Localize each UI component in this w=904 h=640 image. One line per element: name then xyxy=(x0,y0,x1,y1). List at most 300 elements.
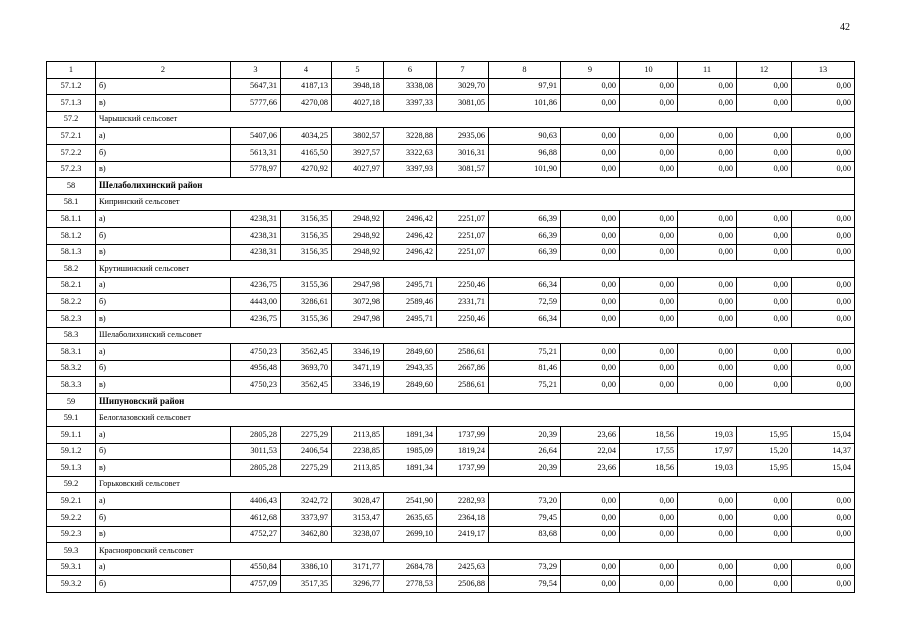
value-cell: 0,00 xyxy=(561,211,620,228)
value-cell: 3462,80 xyxy=(281,526,332,543)
value-cell: 5647,31 xyxy=(231,78,281,95)
value-cell: 2250,46 xyxy=(437,310,489,327)
row-code: 59.2.2 xyxy=(47,510,96,527)
row-code: 57.2.3 xyxy=(47,161,96,178)
column-header: 4 xyxy=(281,62,332,79)
value-cell: 3156,35 xyxy=(281,227,332,244)
value-cell: 20,39 xyxy=(489,460,561,477)
value-cell: 3016,31 xyxy=(437,144,489,161)
value-cell: 0,00 xyxy=(737,377,792,394)
value-cell: 0,00 xyxy=(678,78,737,95)
value-cell: 3397,93 xyxy=(384,161,437,178)
value-cell: 4270,08 xyxy=(281,95,332,112)
value-cell: 0,00 xyxy=(620,277,678,294)
value-cell: 3471,19 xyxy=(332,360,384,377)
value-cell: 0,00 xyxy=(620,128,678,145)
value-cell: 2496,42 xyxy=(384,244,437,261)
value-cell: 1891,34 xyxy=(384,460,437,477)
value-cell: 3081,57 xyxy=(437,161,489,178)
value-cell: 66,34 xyxy=(489,310,561,327)
value-cell: 1737,99 xyxy=(437,427,489,444)
row-code: 58.1 xyxy=(47,194,96,211)
value-cell: 3156,35 xyxy=(281,244,332,261)
settlement-row xyxy=(47,327,855,344)
value-cell: 0,00 xyxy=(792,78,855,95)
table-row xyxy=(47,510,855,527)
settlement-row xyxy=(47,194,855,211)
settlement-title: Крутишинский сельсовет xyxy=(96,261,855,278)
value-cell: 0,00 xyxy=(792,377,855,394)
value-cell: 2495,71 xyxy=(384,310,437,327)
value-cell: 3338,08 xyxy=(384,78,437,95)
value-cell: 4406,43 xyxy=(231,493,281,510)
value-cell: 3156,35 xyxy=(281,211,332,228)
value-cell: 3242,72 xyxy=(281,493,332,510)
value-cell: 15,95 xyxy=(737,427,792,444)
column-header: 10 xyxy=(620,62,678,79)
row-label: б) xyxy=(96,443,231,460)
row-code: 59.3.2 xyxy=(47,576,96,593)
table-row xyxy=(47,244,855,261)
value-cell: 2419,17 xyxy=(437,526,489,543)
value-cell: 2947,98 xyxy=(332,277,384,294)
value-cell: 0,00 xyxy=(737,95,792,112)
value-cell: 15,04 xyxy=(792,427,855,444)
value-cell: 3397,33 xyxy=(384,95,437,112)
row-label: б) xyxy=(96,360,231,377)
value-cell: 0,00 xyxy=(620,493,678,510)
value-cell: 2947,98 xyxy=(332,310,384,327)
value-cell: 4956,48 xyxy=(231,360,281,377)
row-label: а) xyxy=(96,277,231,294)
value-cell: 73,20 xyxy=(489,493,561,510)
table-row xyxy=(47,227,855,244)
value-cell: 0,00 xyxy=(620,78,678,95)
settlement-title: Белоглазовский сельсовет xyxy=(96,410,855,427)
value-cell: 0,00 xyxy=(620,576,678,593)
district-row xyxy=(47,393,855,410)
value-cell: 1737,99 xyxy=(437,460,489,477)
value-cell: 0,00 xyxy=(561,78,620,95)
table-row xyxy=(47,377,855,394)
value-cell: 3346,19 xyxy=(332,344,384,361)
value-cell: 0,00 xyxy=(737,128,792,145)
value-cell: 3948,18 xyxy=(332,78,384,95)
value-cell: 0,00 xyxy=(792,211,855,228)
value-cell: 3386,10 xyxy=(281,559,332,576)
value-cell: 96,88 xyxy=(489,144,561,161)
value-cell: 4236,75 xyxy=(231,277,281,294)
value-cell: 4752,27 xyxy=(231,526,281,543)
value-cell: 0,00 xyxy=(792,526,855,543)
value-cell: 4165,50 xyxy=(281,144,332,161)
value-cell: 0,00 xyxy=(561,277,620,294)
value-cell: 0,00 xyxy=(737,144,792,161)
value-cell: 3927,57 xyxy=(332,144,384,161)
row-code: 57.1.2 xyxy=(47,78,96,95)
table-row xyxy=(47,78,855,95)
value-cell: 0,00 xyxy=(561,95,620,112)
value-cell: 3011,53 xyxy=(231,443,281,460)
table-row xyxy=(47,161,855,178)
row-label: в) xyxy=(96,377,231,394)
row-code: 58.3 xyxy=(47,327,96,344)
value-cell: 3028,47 xyxy=(332,493,384,510)
value-cell: 0,00 xyxy=(678,344,737,361)
value-cell: 4612,68 xyxy=(231,510,281,527)
value-cell: 4750,23 xyxy=(231,377,281,394)
value-cell: 0,00 xyxy=(678,493,737,510)
value-cell: 0,00 xyxy=(792,360,855,377)
value-cell: 18,56 xyxy=(620,427,678,444)
value-cell: 2586,61 xyxy=(437,377,489,394)
value-cell: 0,00 xyxy=(737,78,792,95)
value-cell: 83,68 xyxy=(489,526,561,543)
value-cell: 0,00 xyxy=(620,294,678,311)
value-cell: 0,00 xyxy=(792,161,855,178)
value-cell: 0,00 xyxy=(620,95,678,112)
value-cell: 3346,19 xyxy=(332,377,384,394)
row-code: 59.1.1 xyxy=(47,427,96,444)
value-cell: 18,56 xyxy=(620,460,678,477)
value-cell: 2586,61 xyxy=(437,344,489,361)
value-cell: 0,00 xyxy=(678,211,737,228)
value-cell: 0,00 xyxy=(561,360,620,377)
settlement-title: Чарышский сельсовет xyxy=(96,111,855,128)
row-label: в) xyxy=(96,310,231,327)
row-label: а) xyxy=(96,344,231,361)
value-cell: 3562,45 xyxy=(281,344,332,361)
value-cell: 0,00 xyxy=(620,510,678,527)
value-cell: 4238,31 xyxy=(231,211,281,228)
value-cell: 4238,31 xyxy=(231,244,281,261)
column-header: 8 xyxy=(489,62,561,79)
value-cell: 0,00 xyxy=(561,310,620,327)
value-cell: 5407,06 xyxy=(231,128,281,145)
row-code: 58.1.3 xyxy=(47,244,96,261)
row-label: б) xyxy=(96,227,231,244)
value-cell: 2667,86 xyxy=(437,360,489,377)
table-row xyxy=(47,460,855,477)
value-cell: 0,00 xyxy=(620,526,678,543)
value-cell: 0,00 xyxy=(620,559,678,576)
value-cell: 2113,85 xyxy=(332,427,384,444)
value-cell: 101,86 xyxy=(489,95,561,112)
settlement-title: Краснояровский сельсовет xyxy=(96,543,855,560)
value-cell: 0,00 xyxy=(620,227,678,244)
value-cell: 4443,00 xyxy=(231,294,281,311)
value-cell: 0,00 xyxy=(737,161,792,178)
value-cell: 97,91 xyxy=(489,78,561,95)
value-cell: 66,39 xyxy=(489,244,561,261)
value-cell: 2251,07 xyxy=(437,211,489,228)
value-cell: 0,00 xyxy=(792,227,855,244)
value-cell: 0,00 xyxy=(737,493,792,510)
value-cell: 0,00 xyxy=(678,277,737,294)
value-cell: 0,00 xyxy=(620,377,678,394)
value-cell: 0,00 xyxy=(678,95,737,112)
row-code: 57.2.1 xyxy=(47,128,96,145)
value-cell: 3228,88 xyxy=(384,128,437,145)
row-code: 59.2.3 xyxy=(47,526,96,543)
table-row xyxy=(47,128,855,145)
value-cell: 79,45 xyxy=(489,510,561,527)
row-code: 58.3.3 xyxy=(47,377,96,394)
value-cell: 3081,05 xyxy=(437,95,489,112)
value-cell: 4757,09 xyxy=(231,576,281,593)
value-cell: 5777,66 xyxy=(231,95,281,112)
value-cell: 4550,84 xyxy=(231,559,281,576)
value-cell: 0,00 xyxy=(561,344,620,361)
row-code: 58.2.2 xyxy=(47,294,96,311)
value-cell: 2495,71 xyxy=(384,277,437,294)
value-cell: 22,04 xyxy=(561,443,620,460)
value-cell: 4270,92 xyxy=(281,161,332,178)
value-cell: 3029,70 xyxy=(437,78,489,95)
value-cell: 0,00 xyxy=(792,144,855,161)
value-cell: 2275,29 xyxy=(281,460,332,477)
value-cell: 2496,42 xyxy=(384,211,437,228)
value-cell: 0,00 xyxy=(678,227,737,244)
value-cell: 0,00 xyxy=(737,510,792,527)
value-cell: 3517,35 xyxy=(281,576,332,593)
value-cell: 14,37 xyxy=(792,443,855,460)
value-cell: 2238,85 xyxy=(332,443,384,460)
value-cell: 2943,35 xyxy=(384,360,437,377)
row-code: 59.1 xyxy=(47,410,96,427)
value-cell: 0,00 xyxy=(678,510,737,527)
settlement-title: Шелаболихинский сельсовет xyxy=(96,327,855,344)
settlement-title: Горьковский сельсовет xyxy=(96,476,855,493)
value-cell: 2251,07 xyxy=(437,244,489,261)
value-cell: 0,00 xyxy=(737,227,792,244)
value-cell: 2541,90 xyxy=(384,493,437,510)
value-cell: 2635,65 xyxy=(384,510,437,527)
value-cell: 0,00 xyxy=(792,310,855,327)
row-code: 57.2 xyxy=(47,111,96,128)
value-cell: 15,04 xyxy=(792,460,855,477)
value-cell: 0,00 xyxy=(561,559,620,576)
value-cell: 4027,18 xyxy=(332,95,384,112)
value-cell: 0,00 xyxy=(620,144,678,161)
value-cell: 0,00 xyxy=(678,576,737,593)
value-cell: 2684,78 xyxy=(384,559,437,576)
table-row xyxy=(47,277,855,294)
value-cell: 3072,98 xyxy=(332,294,384,311)
value-cell: 2506,88 xyxy=(437,576,489,593)
value-cell: 0,00 xyxy=(792,95,855,112)
table-row xyxy=(47,310,855,327)
value-cell: 19,03 xyxy=(678,427,737,444)
value-cell: 0,00 xyxy=(737,360,792,377)
value-cell: 0,00 xyxy=(561,128,620,145)
column-header: 6 xyxy=(384,62,437,79)
value-cell: 0,00 xyxy=(620,211,678,228)
value-cell: 0,00 xyxy=(561,244,620,261)
value-cell: 4750,23 xyxy=(231,344,281,361)
value-cell: 2331,71 xyxy=(437,294,489,311)
row-code: 58.2.1 xyxy=(47,277,96,294)
value-cell: 101,90 xyxy=(489,161,561,178)
value-cell: 75,21 xyxy=(489,344,561,361)
value-cell: 2275,29 xyxy=(281,427,332,444)
value-cell: 3155,36 xyxy=(281,310,332,327)
row-label: а) xyxy=(96,211,231,228)
row-label: в) xyxy=(96,95,231,112)
value-cell: 0,00 xyxy=(620,244,678,261)
row-code: 58.2 xyxy=(47,261,96,278)
row-code: 58.1.1 xyxy=(47,211,96,228)
row-label: в) xyxy=(96,526,231,543)
row-label: б) xyxy=(96,78,231,95)
value-cell: 0,00 xyxy=(620,360,678,377)
value-cell: 3322,63 xyxy=(384,144,437,161)
value-cell: 0,00 xyxy=(678,244,737,261)
value-cell: 3693,70 xyxy=(281,360,332,377)
tariff-table xyxy=(46,61,855,593)
value-cell: 23,66 xyxy=(561,427,620,444)
row-code: 58 xyxy=(47,178,96,195)
row-code: 57.2.2 xyxy=(47,144,96,161)
table-row xyxy=(47,443,855,460)
value-cell: 66,34 xyxy=(489,277,561,294)
table-row xyxy=(47,95,855,112)
value-cell: 19,03 xyxy=(678,460,737,477)
value-cell: 0,00 xyxy=(620,310,678,327)
value-cell: 3296,77 xyxy=(332,576,384,593)
value-cell: 2948,92 xyxy=(332,211,384,228)
table-row xyxy=(47,559,855,576)
row-code: 58.3.2 xyxy=(47,360,96,377)
value-cell: 26,64 xyxy=(489,443,561,460)
row-label: в) xyxy=(96,460,231,477)
value-cell: 0,00 xyxy=(561,526,620,543)
value-cell: 0,00 xyxy=(620,344,678,361)
row-code: 58.2.3 xyxy=(47,310,96,327)
row-code: 59 xyxy=(47,393,96,410)
table-row xyxy=(47,526,855,543)
settlement-row xyxy=(47,476,855,493)
row-code: 58.3.1 xyxy=(47,344,96,361)
value-cell: 3155,36 xyxy=(281,277,332,294)
settlement-row xyxy=(47,261,855,278)
value-cell: 17,97 xyxy=(678,443,737,460)
settlement-row xyxy=(47,111,855,128)
value-cell: 2849,60 xyxy=(384,377,437,394)
value-cell: 0,00 xyxy=(678,559,737,576)
value-cell: 4034,25 xyxy=(281,128,332,145)
row-label: б) xyxy=(96,144,231,161)
column-header: 3 xyxy=(231,62,281,79)
page-number: 42 xyxy=(840,22,850,33)
district-title: Шелаболихинский район xyxy=(96,178,855,195)
column-header: 9 xyxy=(561,62,620,79)
value-cell: 75,21 xyxy=(489,377,561,394)
row-label: а) xyxy=(96,559,231,576)
value-cell: 0,00 xyxy=(737,294,792,311)
value-cell: 0,00 xyxy=(678,526,737,543)
value-cell: 0,00 xyxy=(737,310,792,327)
value-cell: 72,59 xyxy=(489,294,561,311)
value-cell: 2849,60 xyxy=(384,344,437,361)
value-cell: 2496,42 xyxy=(384,227,437,244)
value-cell: 0,00 xyxy=(792,559,855,576)
value-cell: 79,54 xyxy=(489,576,561,593)
value-cell: 2251,07 xyxy=(437,227,489,244)
value-cell: 3802,57 xyxy=(332,128,384,145)
value-cell: 0,00 xyxy=(792,277,855,294)
value-cell: 73,29 xyxy=(489,559,561,576)
row-code: 59.3.1 xyxy=(47,559,96,576)
value-cell: 0,00 xyxy=(792,344,855,361)
value-cell: 2948,92 xyxy=(332,227,384,244)
value-cell: 66,39 xyxy=(489,211,561,228)
value-cell: 2935,06 xyxy=(437,128,489,145)
row-label: а) xyxy=(96,427,231,444)
value-cell: 0,00 xyxy=(678,128,737,145)
value-cell: 2699,10 xyxy=(384,526,437,543)
value-cell: 0,00 xyxy=(561,161,620,178)
row-label: в) xyxy=(96,244,231,261)
value-cell: 4238,31 xyxy=(231,227,281,244)
column-header: 13 xyxy=(792,62,855,79)
value-cell: 0,00 xyxy=(792,493,855,510)
header-row xyxy=(47,62,855,79)
value-cell: 0,00 xyxy=(561,576,620,593)
row-code: 58.1.2 xyxy=(47,227,96,244)
table-row xyxy=(47,144,855,161)
value-cell: 15,95 xyxy=(737,460,792,477)
value-cell: 3238,07 xyxy=(332,526,384,543)
value-cell: 66,39 xyxy=(489,227,561,244)
table-row xyxy=(47,427,855,444)
value-cell: 23,66 xyxy=(561,460,620,477)
value-cell: 17,55 xyxy=(620,443,678,460)
row-label: а) xyxy=(96,128,231,145)
value-cell: 3373,97 xyxy=(281,510,332,527)
value-cell: 0,00 xyxy=(561,144,620,161)
value-cell: 0,00 xyxy=(737,526,792,543)
value-cell: 0,00 xyxy=(561,510,620,527)
value-cell: 4187,13 xyxy=(281,78,332,95)
settlement-row xyxy=(47,410,855,427)
row-code: 59.1.2 xyxy=(47,443,96,460)
value-cell: 3171,77 xyxy=(332,559,384,576)
value-cell: 4027,97 xyxy=(332,161,384,178)
value-cell: 3153,47 xyxy=(332,510,384,527)
value-cell: 90,63 xyxy=(489,128,561,145)
value-cell: 1985,09 xyxy=(384,443,437,460)
value-cell: 2778,53 xyxy=(384,576,437,593)
row-code: 59.2 xyxy=(47,476,96,493)
row-label: б) xyxy=(96,294,231,311)
value-cell: 0,00 xyxy=(792,244,855,261)
value-cell: 0,00 xyxy=(792,294,855,311)
settlement-title: Кипринский сельсовет xyxy=(96,194,855,211)
value-cell: 0,00 xyxy=(792,510,855,527)
value-cell: 5613,31 xyxy=(231,144,281,161)
value-cell: 2364,18 xyxy=(437,510,489,527)
value-cell: 0,00 xyxy=(737,344,792,361)
value-cell: 0,00 xyxy=(561,227,620,244)
column-header: 7 xyxy=(437,62,489,79)
value-cell: 2805,28 xyxy=(231,427,281,444)
row-code: 59.1.3 xyxy=(47,460,96,477)
column-header: 11 xyxy=(678,62,737,79)
table-row xyxy=(47,294,855,311)
row-code: 57.1.3 xyxy=(47,95,96,112)
value-cell: 15,20 xyxy=(737,443,792,460)
